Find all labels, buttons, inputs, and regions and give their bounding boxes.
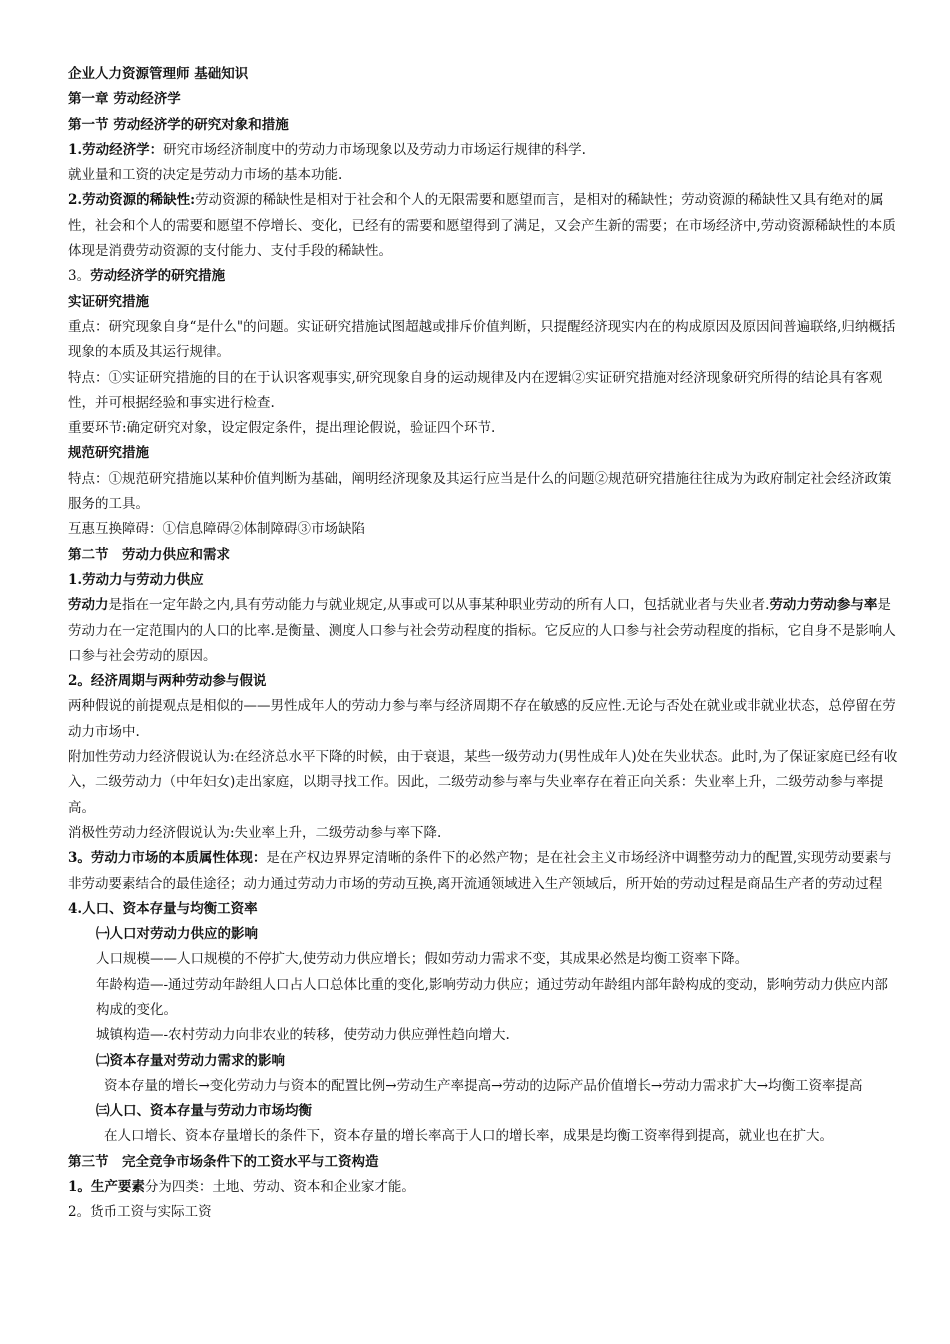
exchange-barriers: 互惠互换障碍：①信息障碍②体制障碍③市场缺陷: [68, 521, 365, 538]
term-label: 1。生产要素: [68, 1179, 145, 1196]
section-heading-2: 第二节 劳动力供应和需求: [68, 546, 230, 563]
heading-normative: 规范研究措施: [68, 445, 149, 462]
term-label: 2.劳动资源的稀缺性:: [68, 192, 196, 209]
paragraph-labor-force: [68, 593, 898, 669]
age-structure: 年龄构造—-通过劳动年龄组人口占人口总体比重的变化,影响劳动力供应；通过劳动年龄组内部年龄构成的变动，影响劳动力供应内部构成的变化。: [96, 976, 888, 1018]
term-text: 劳动资源的稀缺性是相对于社会和个人的无限需要和愿望而言，是相对的稀缺性；劳动资源的稀缺性又具有绝对的属性，社会和个人的需要和愿望不停增长、变化，已经有的需要和愿望得到了满足，又会产生新的需要；在市场经济中,劳动资源稀缺性的本质体现是消费劳动资源的支付能力、支付手段的稀缺性。: [68, 192, 896, 260]
section-heading-3: 第三节 完全竞争市场条件下的工资水平与工资构造: [68, 1153, 379, 1170]
term-text: 是在产权边界界定清晰的条件下的必然产物；是在社会主义市场经济中调整劳动力的配置,实现劳动要素与非劳动要素结合的最佳途径；动力通过劳动力市场的劳动互换,离开流通领域进入生产领域后，所开始的劳动过程是商品生产者的劳动过程: [68, 850, 892, 892]
term-text: 是劳动力在一定范围内的人口的比率.是衡量、测度人口参与社会劳动程度的指标。它反应的人口参与社会劳动程度的指标，它自身不是影响人口参与社会劳动的原因。: [68, 597, 896, 664]
doc-title: 企业人力资源管理师 基础知识: [68, 66, 249, 82]
normative-features: 特点：①规范研究措施以某种价值判断为基础，阐明经济现象及其运行应当是什么的问题②规范研究措施往往成为为政府制定社会经济政策服务的工具。: [68, 470, 892, 513]
term-label: 1.劳动经济学：: [68, 141, 164, 158]
heading-empirical: 实证研究措施: [68, 293, 149, 310]
term-label: 劳动力劳动参与率: [769, 597, 878, 614]
empirical-steps: 重要环节:确定研究对象，设定假定条件，提出理论假说，验证四个环节.: [68, 420, 496, 437]
section-heading-1: 第一节 劳动经济学的研究对象和措施: [68, 116, 289, 133]
paragraph-nominal-real-wage: 2。货币工资与实际工资: [68, 1204, 212, 1221]
item-number: 3。: [68, 268, 91, 285]
paragraph-production-factors: [68, 1175, 898, 1200]
subheading-labor-supply: 1.劳动力与劳动力供应: [68, 571, 204, 588]
paragraph-labor-economics: [68, 138, 898, 163]
subitem-population: ㈠人口对劳动力供应的影响: [96, 926, 258, 943]
urban-structure: 城镇构造—-农村劳动力向非农业的转移，使劳动力供应弹性趋向增大.: [96, 1027, 510, 1044]
term-text: 是指在一定年龄之内,具有劳动能力与就业规定,从事或可以从事某种职业劳动的所有人口，包括就业者与失业者.: [108, 597, 770, 614]
subheading-business-cycle: 2。经济周期与两种劳动参与假说: [68, 673, 267, 690]
paragraph-market-function: 就业量和工资的决定是劳动力市场的基本功能.: [68, 167, 343, 184]
equilibrium-text: 在人口增长、资本存量增长的条件下，资本存量的增长率高于人口的增长率，成果是均衡工资率得到提高，就业也在扩大。: [104, 1128, 833, 1145]
paragraph-market-nature: [68, 846, 898, 897]
subheading-population-capital: 4.人口、资本存量与均衡工资率: [68, 900, 258, 917]
term-text: 分为四类：土地、劳动、资本和企业家才能。: [144, 1179, 415, 1196]
subitem-equilibrium: ㈢人口、资本存量与劳动力市场均衡: [96, 1103, 312, 1120]
chapter-heading: 第一章 劳动经济学: [68, 91, 181, 108]
item-label: 劳动经济学的研究措施: [90, 268, 226, 285]
population-scale: 人口规模——人口规模的不停扩大,使劳动力供应增长；假如劳动力需求不变，其成果必然是均衡工资率下降。: [96, 951, 749, 968]
capital-chain: 资本存量的增长→变化劳动力与资本的配置比例→劳动生产率提高→劳动的边际产品价值增长→劳动力需求扩大→均衡工资率提高: [104, 1077, 863, 1094]
empirical-features: 特点：①实证研究措施的目的在于认识客观事实,研究现象自身的运动规律及内在逻辑②实证研究措施对经济现象研究所得的结论具有客观性，并可根据经验和事实进行检查.: [68, 369, 883, 411]
empirical-focus: 重点：研究现象自身“是什么"的问题。实证研究措施试图超越或排斥价值判断，只提醒经济现实内在的构成原因及原因间普遍联络,归纳概括现象的本质及其运行规律。: [68, 318, 896, 361]
subitem-capital: ㈡资本存量对劳动力需求的影响: [96, 1052, 285, 1069]
paragraph-discouraged-worker: 消极性劳动力经济假说认为:失业率上升，二级劳动参与率下降.: [68, 824, 442, 841]
paragraph-hypotheses-premise: 两种假说的前提观点是相似的——男性成年人的劳动力参与率与经济周期不存在敏感的反应性.无论与否处在就业或非就业状态，总停留在劳动力市场中.: [68, 698, 896, 740]
document-page: [68, 62, 898, 1226]
term-label: 劳动力: [68, 597, 109, 614]
heading-research-methods: [68, 264, 898, 289]
paragraph-added-worker: 附加性劳动力经济假说认为:在经济总水平下降的时候，由于衰退，某些一级劳动力(男性成年人)处在失业状态。此时,为了保证家庭已经有收入，二级劳动力（中年妇女)走出家庭，以期寻找工作。因此，二级劳动参与率与失业率存在着正向关系：失业率上升，二级劳动参与率提高。: [68, 749, 898, 816]
term-label: 3。劳动力市场的本质属性体现：: [68, 850, 267, 867]
term-text: 研究市场经济制度中的劳动力市场现象以及劳动力市场运行规律的科学.: [163, 141, 586, 158]
paragraph-scarcity: [68, 188, 898, 264]
